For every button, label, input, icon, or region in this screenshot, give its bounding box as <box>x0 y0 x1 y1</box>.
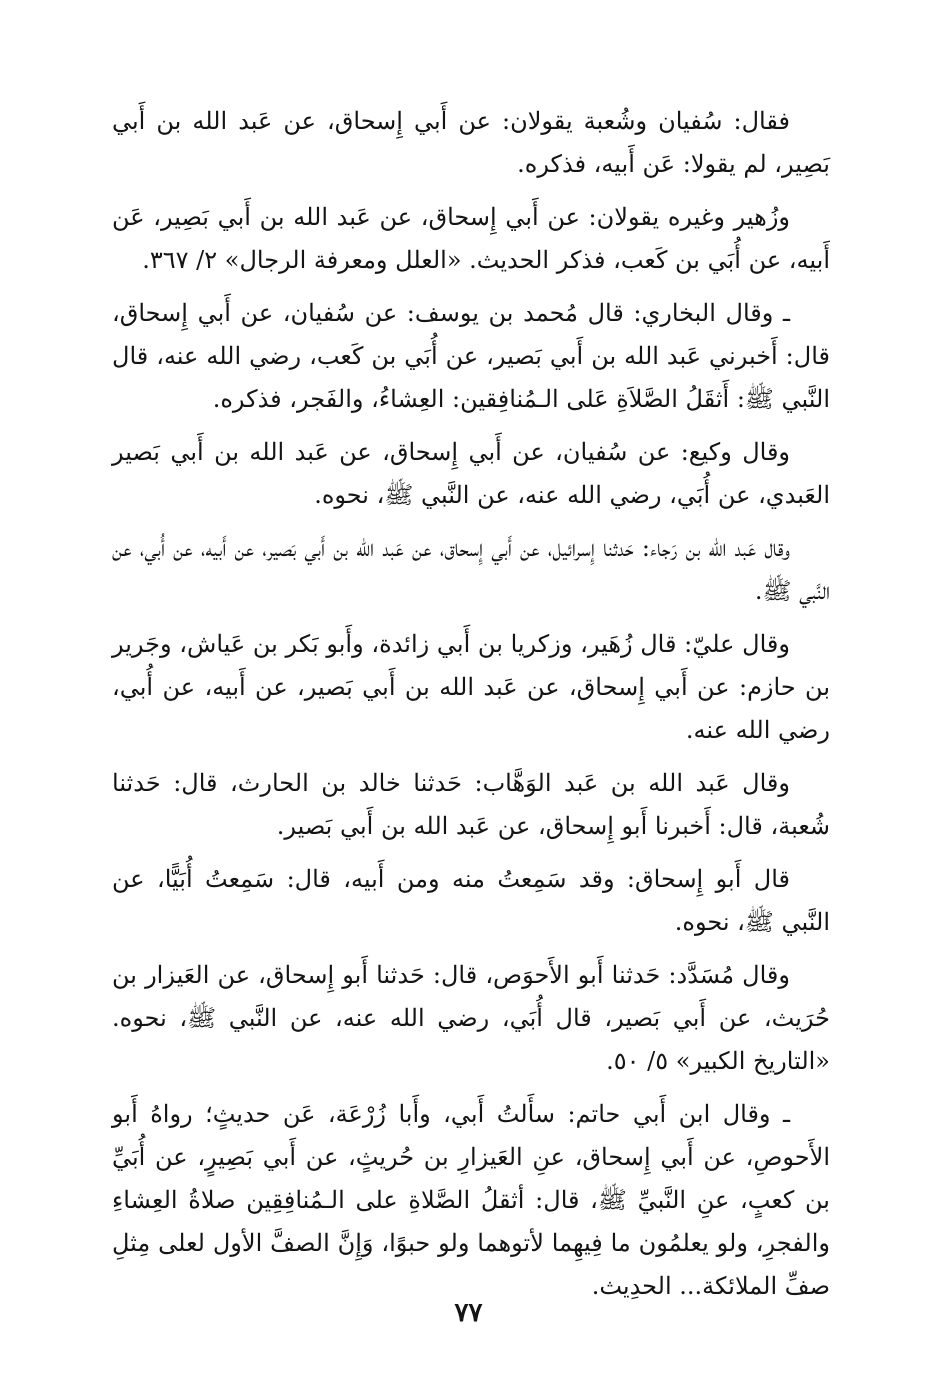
paragraph-7: وقال عَبد الله بن عَبد الوَهَّاب: حَدثنا خالد بن الحارث، قال: حَدثنا شُعبة، قال: أَخبرنا أَبو إِسحاق، عن عَبد الله بن أَبي بَصير. <box>112 769 830 840</box>
paragraph-10: ـ وقال ابن أَبي حاتم: سأَلتُ أَبي، وأَبا زُرْعَة، عَن حديثٍ؛ رواهُ أَبو الأَحوصِ، عن أَبي إِسحاق، عنِ العَيزارِ بن حُريثٍ، عن أَبي بَصِيرٍ، عن أُبَيِّ بن كعبٍ، عنِ النَّبيِّ ﷺ، قال: أثقلُ الصَّلاةِ على الـمُنافِقِين صلاةُ العِشاءِ والفجرِ، ولو يعلمُون ما فِيهِما لأتوهما ولو حبوًا، وَإِنَّ الصفَّ الأول لعلى مِثلِ صفِّ الملائكة... الحدِيث. <box>112 1100 830 1300</box>
page-body <box>112 100 830 1318</box>
paragraph-9: وقال مُسَدَّد: حَدثنا أَبو الأَحوَص، قال: حَدثنا أَبو إِسحاق، عن العَيزار بن حُرَيث، عن أَبي بَصير، قال أُبَي، رضي الله عنه، عن النَّبي ﷺ، نحوه. «التاريخ الكبير» ٥/ ٥٠. <box>112 961 830 1075</box>
paragraph-5: وقال عَبد الله بن رَجاء: حَدثنا إِسرائيل، عن أَبي إِسحاق، عن عَبد الله بن أَبي بَصير، عن أَبيه، عن أُبي، عن النَّبي ﷺ. <box>112 534 830 605</box>
paragraph-3: ـ وقال البخاري: قال مُحمد بن يوسف: عن سُفيان، عن أَبي إِسحاق، قال: أَخبرني عَبد الله بن أَبي بَصير، عن أُبَي بن كَعب، رضي الله عنه، قال النَّبي ﷺ: أَثقَلُ الصَّلاَةِ عَلى الـمُنافِقين: العِشاءُ، والفَجر، فذكره. <box>112 299 830 413</box>
paragraph-8: قال أَبو إِسحاق: وقد سَمِعتُ منه ومن أَبيه، قال: سَمِعتُ أُبَيًّا، عن النَّبي ﷺ، نحوه. <box>112 865 830 936</box>
paragraph-2: وزُهير وغيره يقولان: عن أَبي إِسحاق، عن عَبد الله بن أَبي بَصِير، عَن أَبيه، عن أُبَي بن كَعب، فذكر الحديث. «العلل ومعرفة الرجال» ٢/ ٣٦٧. <box>112 203 830 274</box>
paragraph-6: وقال عليّ: قال زُهَير، وزكريا بن أَبي زائدة، وأَبو بَكر بن عَياش، وجَرير بن حازم: عن أَبي إِسحاق، عن عَبد الله بن أَبي بَصير، عن أَبيه، عن أُبي، رضي الله عنه. <box>112 630 830 744</box>
paragraph-1: فقال: سُفيان وشُعبة يقولان: عن أَبي إِسحاق، عن عَبد الله بن أَبي بَصِير، لم يقولا: عَن أَبيه، فذكره. <box>112 107 830 178</box>
page-number: ٧٧ <box>454 1298 483 1328</box>
paragraph-4: وقال وكيع: عن سُفيان، عن أَبي إِسحاق، عن عَبد الله بن أَبي بَصير العَبدي، عن أُبَي، رضي الله عنه، عن النَّبي ﷺ، نحوه. <box>112 438 830 509</box>
